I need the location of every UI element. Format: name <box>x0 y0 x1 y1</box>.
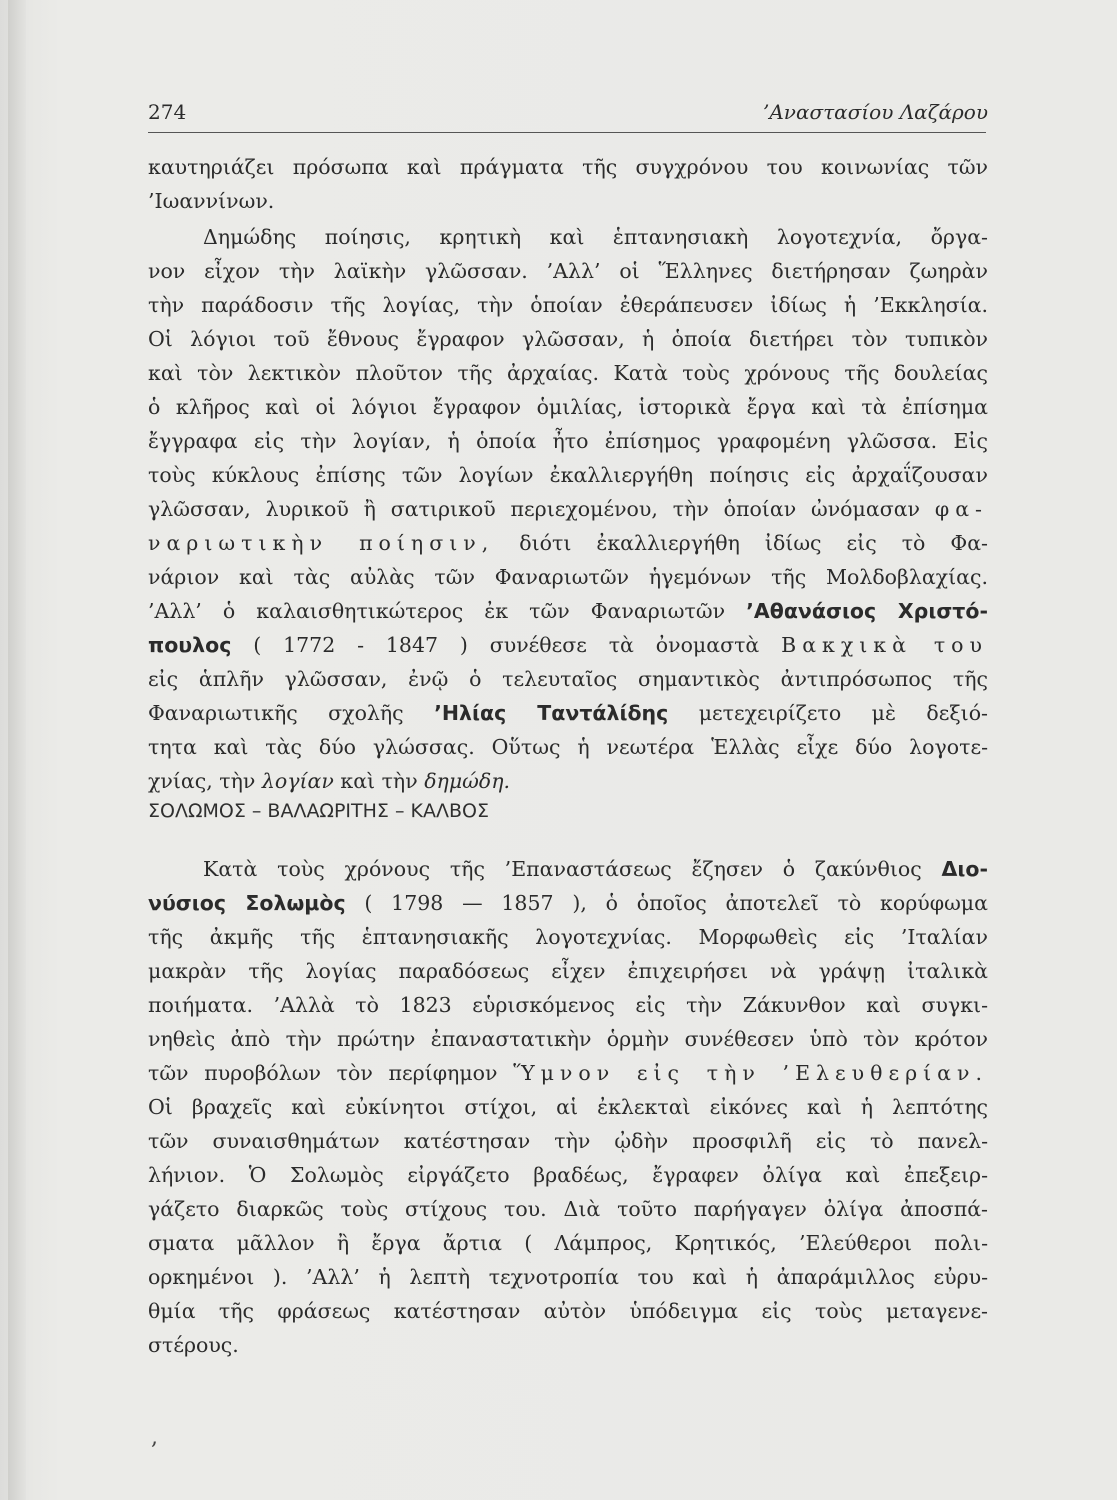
text-line <box>148 594 988 628</box>
italic-term: δημώδη. <box>424 769 511 793</box>
bold-name: ’Ηλίας Ταντάλίδης <box>434 701 669 725</box>
text-line: Οἱ λόγιοι τοῦ ἔθνους ἔγραφον γλῶσσαν, ἡ ὁποία διετήρει τὸν τυπικὸν <box>148 327 988 351</box>
text-line: ὁ κλῆρος καὶ οἱ λόγιοι ἔγραφον ὁμιλίας, ἱστορικὰ ἔργα καὶ τὰ ἐπίσημα <box>148 395 988 419</box>
text-line: γάζετο διαρκῶς τοὺς στίχους του. Διὰ τοῦτο παρήγαγεν ὀλίγα ἀποσπά- <box>148 1197 988 1221</box>
section-title: ΣΟΛΩΜΟΣ – ΒΑΛΑΩΡΙΤΗΣ – ΚΑΛΒΟΣ <box>148 800 489 822</box>
text-segment: ’Αλλ’ ὁ καλαισθητικώτερος ἐκ τῶν Φαναριωτῶν <box>148 599 726 623</box>
text-line <box>203 852 988 886</box>
text-line: σματα μᾶλλον ἢ ἔργα ἄρτια ( Λάμπρος, Κρητικός, ’Ελεύθεροι πολι- <box>148 1231 988 1255</box>
text-line: θμία τῆς φράσεως κατέστησαν αὐτὸν ὑπόδειγμα εἰς τοὺς μεταγενε- <box>148 1299 988 1323</box>
text-line <box>148 526 988 560</box>
text-line <box>148 696 988 730</box>
bold-name: νύσιος Σολωμὸς <box>148 891 346 915</box>
text-line: Οἱ βραχεῖς καὶ εὐκίνητοι στίχοι, αἱ ἐκλεκταὶ εἰκόνες καὶ ἡ λεπτότης <box>148 1095 988 1119</box>
stray-mark: , <box>151 1425 158 1450</box>
text-line: τῆς ἀκμῆς τῆς ἑπτανησιακῆς λογοτεχνίας. Μορφωθεὶς εἰς ’Ιταλίαν <box>148 925 988 949</box>
text-line: καὶ τὸν λεκτικὸν πλοῦτον τῆς ἀρχαίας. Κατὰ τοὺς χρόνους τῆς δουλείας <box>148 361 988 385</box>
bold-name: ’Αθανάσιος Χριστό- <box>746 599 988 623</box>
page-header <box>148 98 986 133</box>
text-line: τῶν συναισθημάτων κατέστησαν τὴν ᾠδὴν προσφιλῆ εἰς τὸ πανελ- <box>148 1129 988 1153</box>
text-segment: χνίας, τὴν <box>148 769 256 793</box>
text-segment: Κατὰ τοὺς χρόνους τῆς ’Επαναστάσεως ἔζησεν ὁ ζακύνθιος <box>203 857 922 881</box>
spaced-term: Βακχικὰ <box>781 633 912 657</box>
text-segment: Φαναριωτικῆς σχολῆς <box>148 701 404 725</box>
text-line: νάριον καὶ τὰς αὐλὰς τῶν Φαναριωτῶν ἡγεμόνων τῆς Μολδοβλαχίας. <box>148 565 988 589</box>
text-line: ποιήματα. ’Αλλὰ τὸ 1823 εὑρισκόμενος εἰς τὴν Ζάκυνθον καὶ συγκι- <box>148 993 988 1017</box>
text-line: ’Ιωαννίνων. <box>148 189 275 213</box>
spaced-term: του <box>933 633 988 657</box>
text-line: Δημώδης ποίησις, κρητικὴ καὶ ἑπτανησιακὴ λογοτεχνία, ὄργα- <box>203 225 988 249</box>
text-line: εἰς ἁπλῆν γλῶσσαν, ἐνῷ ὁ τελευταῖος σημαντικὸς ἀντιπρόσωπος τῆς <box>148 667 988 691</box>
spaced-term: φα- <box>934 497 988 521</box>
text-line <box>148 1056 988 1090</box>
text-line: τητα καὶ τὰς δύο γλώσσας. Οὕτως ἡ νεωτέρα Ἑλλὰς εἶχε δύο λογοτε- <box>148 735 988 759</box>
text-line: μακρὰν τῆς λογίας παραδόσεως εἶχεν ἐπιχειρήσει νὰ γράψῃ ἰταλικὰ <box>148 959 988 983</box>
text-line: νον εἶχον τὴν λαϊκὴν γλῶσσαν. ’Αλλ’ οἱ Ἕλληνες διετήρησαν ζωηρὰν <box>148 259 988 283</box>
text-line <box>148 628 988 662</box>
bold-name: πουλος <box>148 633 232 657</box>
text-line <box>148 764 510 798</box>
text-line: τὴν παράδοσιν τῆς λογίας, τὴν ὁποίαν ἐθεράπευσεν ἰδίως ἡ ’Εκκλησία. <box>148 293 988 317</box>
text-segment: τῶν πυροβόλων τὸν περίφημον <box>148 1061 498 1085</box>
text-segment: καὶ τὴν <box>340 769 418 793</box>
text-line: ἔγγραφα εἰς τὴν λογίαν, ἡ ὁποία ἦτο ἐπίσημος γραφομένη γλῶσσα. Εἰς <box>148 429 988 453</box>
bold-name: Διο- <box>941 857 988 881</box>
text-segment: ( 1772 - 1847 ) συνέθεσε τὰ ὀνομαστὰ <box>253 633 760 657</box>
text-segment: ( 1798 — 1857 ), ὁ ὁποῖος ἀποτελεῖ τὸ κορύφωμα <box>364 891 988 915</box>
text-line <box>148 886 988 920</box>
text-line: νηθεὶς ἀπὸ τὴν πρώτην ἐπαναστατικὴν ὁρμὴν συνέθεσεν ὑπὸ τὸν κρότον <box>148 1027 988 1051</box>
text-line: στέρους. <box>148 1333 239 1357</box>
running-head: ’Αναστασίου Λαζάρου <box>763 100 988 124</box>
text-segment: διότι ἐκαλλιεργήθη ἰδίως εἰς τὸ Φα- <box>519 531 988 555</box>
text-segment: γλῶσσαν, λυρικοῦ ἢ σατιρικοῦ περιεχομένου, τὴν ὁποίαν ὠνόμασαν <box>148 497 920 521</box>
page-edge <box>8 0 26 1500</box>
text-line: καυτηριάζει πρόσωπα καὶ πράγματα τῆς συγχρόνου του κοινωνίας τῶν <box>148 155 988 179</box>
text-line: λήνιον. Ὁ Σολωμὸς εἰργάζετο βραδέως, ἔγραφεν ὀλίγα καὶ ἐπεξειρ- <box>148 1163 988 1187</box>
text-line: τοὺς κύκλους ἐπίσης τῶν λογίων ἐκαλλιεργήθη ποίησις εἰς ἀρχαΐζουσαν <box>148 463 988 487</box>
text-segment: μετεχειρίζετο μὲ δεξιό- <box>698 701 988 725</box>
text-line <box>148 492 988 526</box>
spaced-term: ναριωτικὴν ποίησιν, <box>148 531 495 555</box>
page-number: 274 <box>148 100 187 124</box>
italic-term: λογίαν <box>261 769 334 793</box>
spaced-term: Ὕμνον εἰς τὴν ’Ελευθερίαν. <box>513 1061 988 1085</box>
text-line: ορκημένοι ). ’Αλλ’ ἡ λεπτὴ τεχνοτροπία του καὶ ἡ ἀπαράμιλλος εὐρυ- <box>148 1265 988 1289</box>
